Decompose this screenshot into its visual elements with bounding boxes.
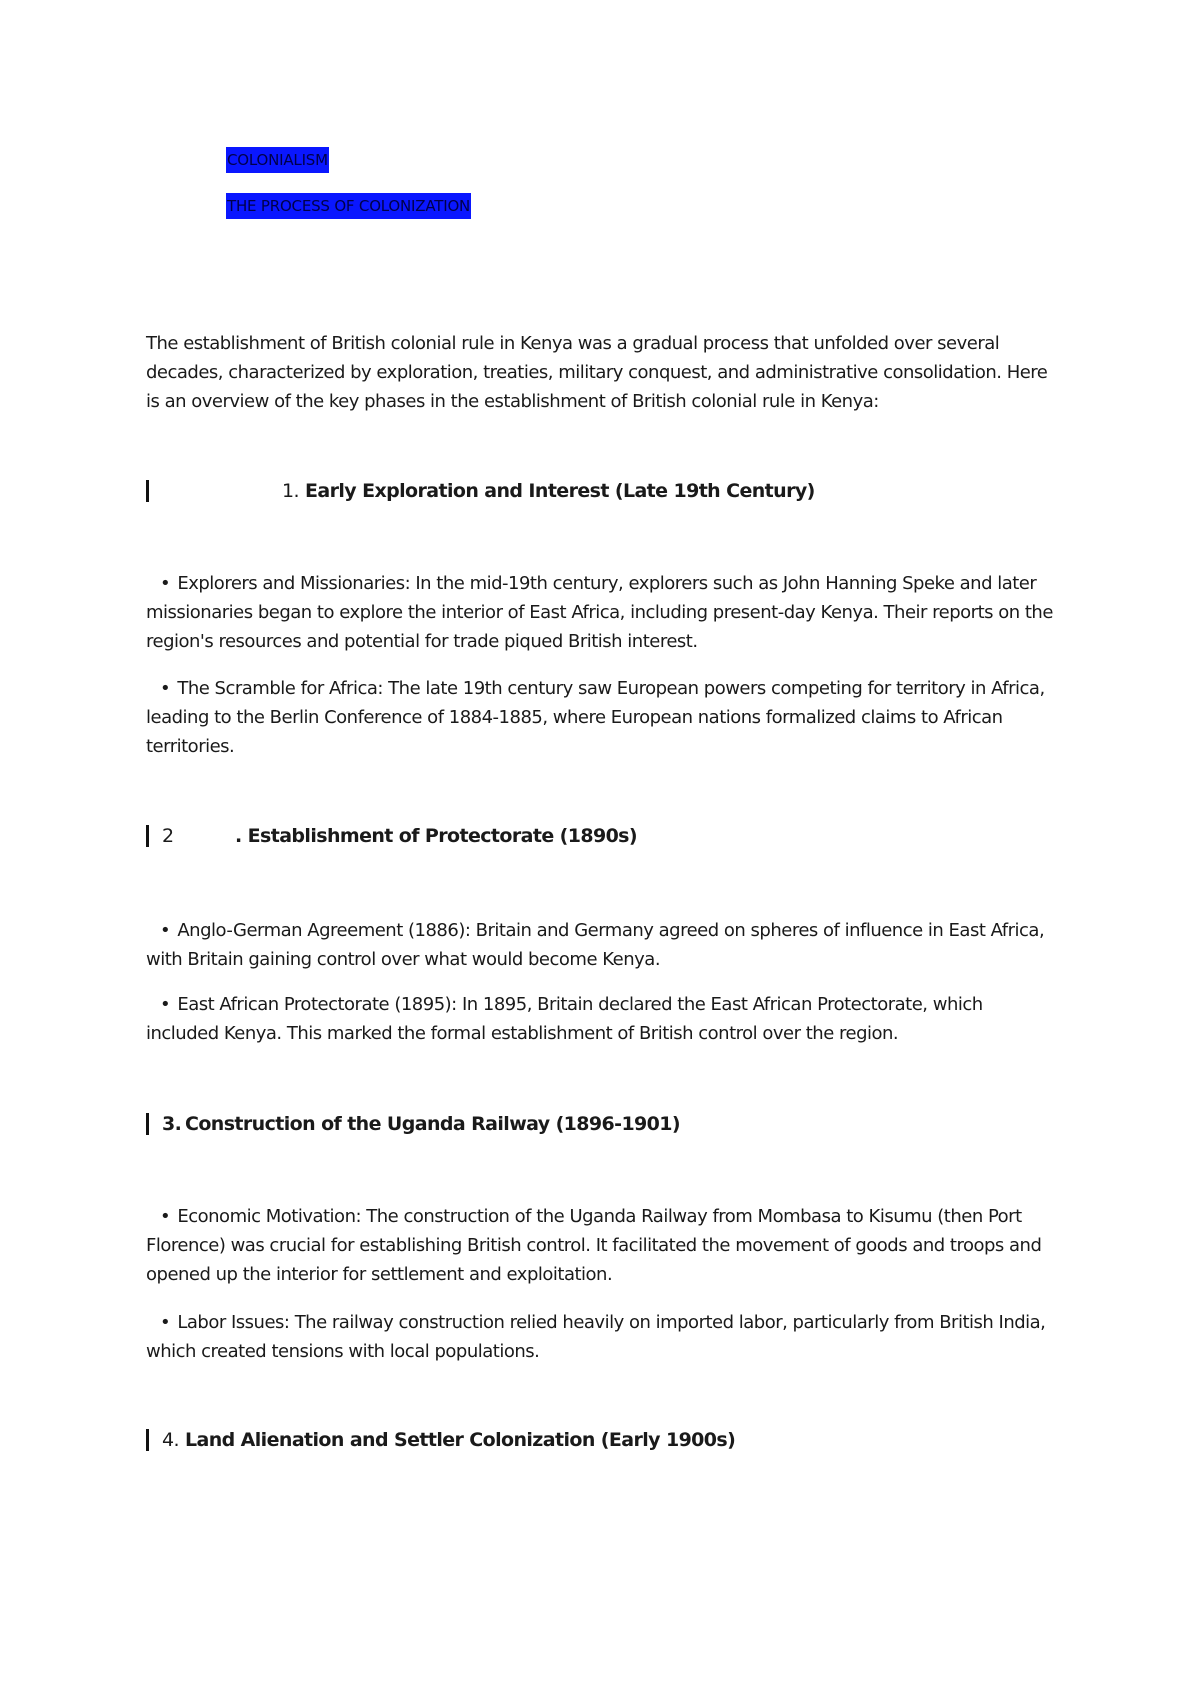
bullet-text: East African Protectorate (1895): In 1895, Britain declared the East African Protectorate, which included Kenya. This marked the formal establishment of British control over the region. xyxy=(146,994,983,1044)
bullet-text: Explorers and Missionaries: In the mid-19th century, explorers such as John Hanning Speke and later missionaries began to explore the interior of East Africa, including present-day Kenya. Their reports on the region's resources and potential for trade piqued British interest. xyxy=(146,573,1053,652)
bullet-text: Labor Issues: The railway construction relied heavily on imported labor, particularly from British India, which created tensions with local populations. xyxy=(146,1312,1046,1362)
intro-paragraph: The establishment of British colonial rule in Kenya was a gradual process that unfolded over several decades, characterized by exploration, treaties, military conquest, and administrative consolidation. Here is an overview of the key phases in the establishment of British colonial rule in Kenya: xyxy=(146,333,1048,412)
bullet-glyph: • xyxy=(160,1206,171,1227)
section-title: . Establishment of Protectorate (1890s) xyxy=(235,825,637,847)
section-heading-2 xyxy=(146,822,1056,850)
bullet-item xyxy=(146,1202,1056,1289)
bullet-item xyxy=(146,674,1056,761)
bullet-text: Anglo-German Agreement (1886): Britain and Germany agreed on spheres of influence in East Africa, with Britain gaining control over what would become Kenya. xyxy=(146,920,1045,970)
section-number: 2 xyxy=(162,825,174,847)
bullet-glyph: • xyxy=(160,1312,171,1333)
heading-bar xyxy=(146,480,149,502)
bullet-glyph: • xyxy=(160,920,171,941)
section-title: Land Alienation and Settler Colonization (Early 1900s) xyxy=(185,1429,736,1451)
bullet-item xyxy=(146,916,1056,974)
heading-bar xyxy=(146,1429,149,1451)
bullet-glyph: • xyxy=(160,994,171,1015)
bullet-glyph: • xyxy=(160,678,171,699)
heading-bar xyxy=(146,825,149,847)
bullet-item xyxy=(146,990,1056,1048)
bullet-glyph: • xyxy=(160,573,171,594)
section-title: Construction of the Uganda Railway (1896-1901) xyxy=(185,1113,681,1135)
heading-bar xyxy=(146,1113,149,1135)
section-number: 3. xyxy=(162,1113,182,1135)
section-heading-1 xyxy=(146,477,1056,505)
highlighted-subtitle: THE PROCESS OF COLONIZATION xyxy=(226,193,471,219)
bullet-item xyxy=(146,569,1056,656)
section-heading-3 xyxy=(146,1110,1056,1138)
bullet-item xyxy=(146,1308,1056,1366)
section-number: 4. xyxy=(162,1429,179,1451)
bullet-text: The Scramble for Africa: The late 19th century saw European powers competing for territory in Africa, leading to the Berlin Conference of 1884-1885, where European nations formalized claims to African territories. xyxy=(146,678,1045,757)
section-number: 1. xyxy=(282,480,299,502)
section-title: Early Exploration and Interest (Late 19th Century) xyxy=(305,480,815,502)
section-heading-4 xyxy=(146,1426,1056,1454)
highlighted-title: COLONIALISM xyxy=(226,147,329,173)
bullet-text: Economic Motivation: The construction of the Uganda Railway from Mombasa to Kisumu (then Port Florence) was crucial for establishing British control. It facilitated the movement of goods and troops and opened up the interior for settlement and exploitation. xyxy=(146,1206,1042,1285)
